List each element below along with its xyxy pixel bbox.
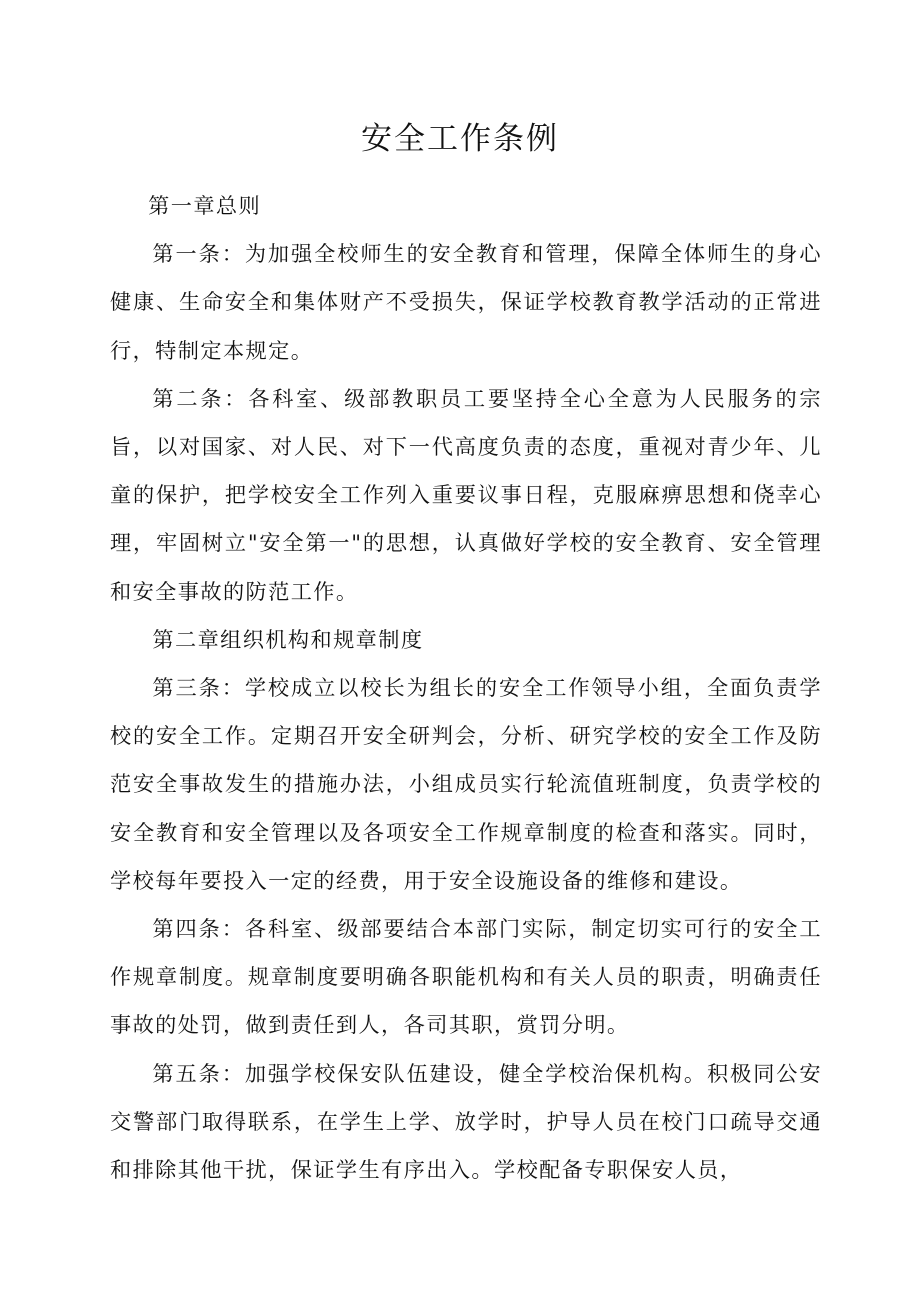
article-1: 第一条：为加强全校师生的安全教育和管理，保障全体师生的身心健康、生命安全和集体财产不受损失，保证学校教育教学活动的正常进行，特制定本规定。 [110,241,822,363]
article-4: 第四条：各科室、级部要结合本部门实际，制定切实可行的安全工作规章制度。规章制度要明确各职能机构和有关人员的职责，明确责任事故的处罚，做到责任到人，各司其职，赏罚分明。 [110,916,822,1038]
article-3: 第三条：学校成立以校长为组长的安全工作领导小组，全面负责学校的安全工作。定期召开安全研判会，分析、研究学校的安全工作及防范安全事故发生的措施办法，小组成员实行轮流值班制度，负责学校的安全教育和安全管理以及各项安全工作规章制度的检查和落实。同时，学校每年要投入一定的经费，用于安全设施设备的维修和建设。 [110,675,822,893]
chapter-heading-2: 第二章组织机构和规章制度 [152,626,424,652]
article-5: 第五条：加强学校保安队伍建设，健全学校治保机构。积极同公安交警部门取得联系，在学生上学、放学时，护导人员在校门口疏导交通和排除其他干扰，保证学生有序出入。学校配备专职保安人员， [110,1060,822,1183]
document-title: 安全工作条例 [361,121,559,157]
chapter-heading-1: 第一章总则 [148,193,262,218]
article-2: 第二条：各科室、级部教职员工要坚持全心全意为人民服务的宗旨，以对国家、对人民、对下一代高度负责的态度，重视对青少年、儿童的保护，把学校安全工作列入重要议事日程，克服麻痹思想和侥幸心理，牢固树立"安全第一"的思想，认真做好学校的安全教育、安全管理和安全事故的防范工作。 [110,385,822,604]
document-body [110,182,822,1194]
